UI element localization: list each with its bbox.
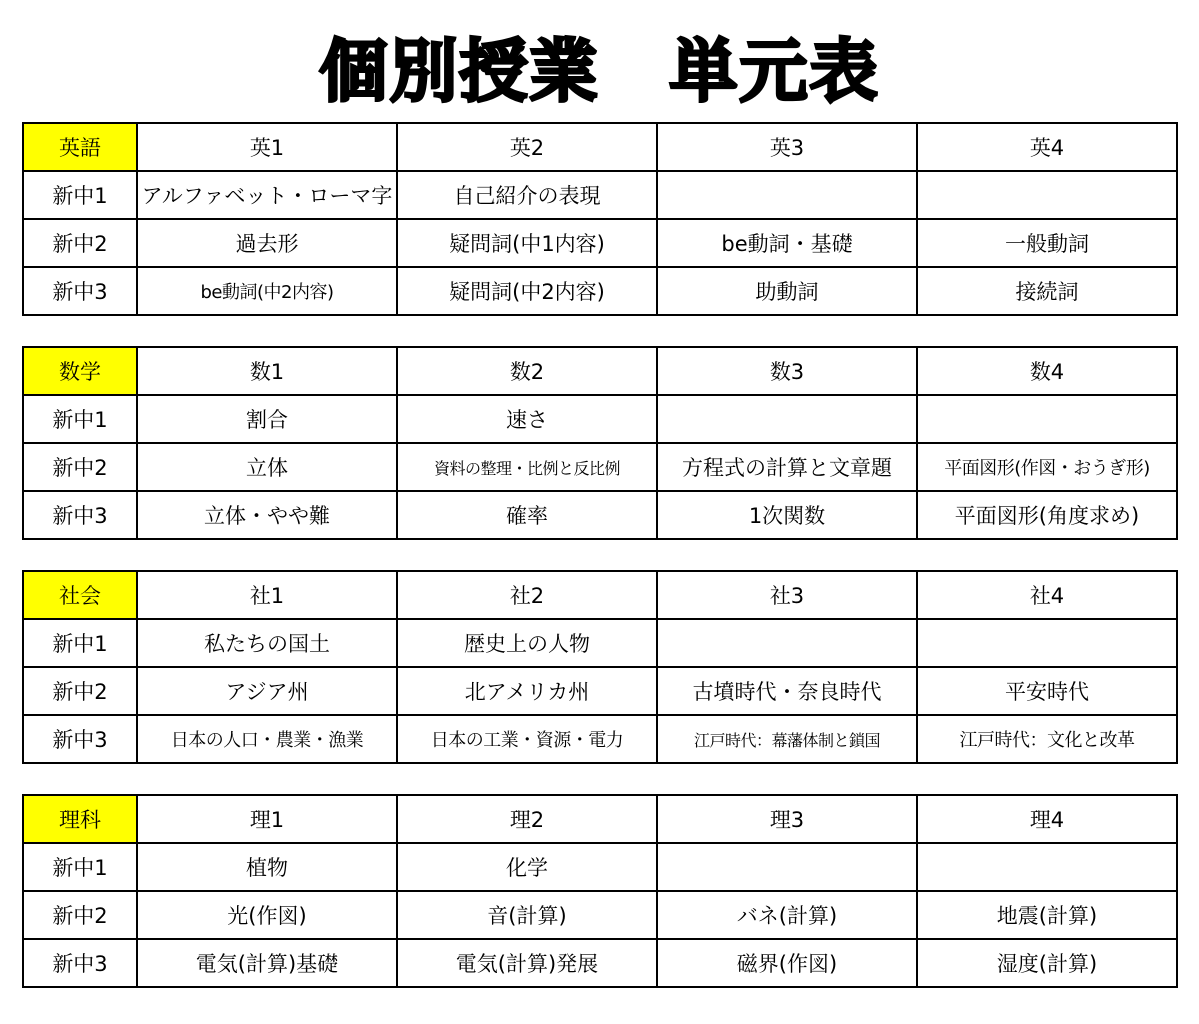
- unit-header: 理2: [397, 795, 657, 843]
- table-row: [23, 219, 1177, 267]
- grade-label: 新中3: [23, 939, 137, 987]
- unit-header: 数1: [137, 347, 397, 395]
- table-row: [23, 443, 1177, 491]
- grade-label: 新中1: [23, 171, 137, 219]
- unit-cell: アルファベット・ローマ字: [137, 171, 397, 219]
- table-row: [23, 891, 1177, 939]
- unit-header: 数2: [397, 347, 657, 395]
- unit-header: 社1: [137, 571, 397, 619]
- unit-cell: 歴史上の人物: [397, 619, 657, 667]
- table-row: [23, 395, 1177, 443]
- unit-header: 社4: [917, 571, 1177, 619]
- unit-cell: 疑問詞(中2内容): [397, 267, 657, 315]
- unit-cell: 電気(計算)発展: [397, 939, 657, 987]
- grade-label: 新中2: [23, 891, 137, 939]
- unit-cell: 確率: [397, 491, 657, 539]
- unit-header: 数4: [917, 347, 1177, 395]
- unit-cell: 割合: [137, 395, 397, 443]
- subject-label: 数学: [23, 347, 137, 395]
- unit-cell: 自己紹介の表現: [397, 171, 657, 219]
- unit-header: 英1: [137, 123, 397, 171]
- table-header-row: [23, 347, 1177, 395]
- page-title: 個別授業 単元表: [319, 33, 880, 112]
- table-row: [23, 843, 1177, 891]
- unit-cell: 助動詞: [657, 267, 917, 315]
- unit-cell: 平面図形(角度求め): [917, 491, 1177, 539]
- unit-table-social: [22, 570, 1178, 764]
- unit-table-science: [22, 794, 1178, 988]
- unit-cell: 古墳時代・奈良時代: [657, 667, 917, 715]
- unit-cell: 日本の工業・資源・電力: [397, 715, 657, 763]
- unit-cell: [917, 395, 1177, 443]
- unit-cell: 資料の整理・比例と反比例: [397, 443, 657, 491]
- table-row: [23, 667, 1177, 715]
- table-header-row: [23, 571, 1177, 619]
- table-header-row: [23, 795, 1177, 843]
- grade-label: 新中1: [23, 843, 137, 891]
- grade-label: 新中2: [23, 667, 137, 715]
- unit-cell: 過去形: [137, 219, 397, 267]
- unit-cell: 1次関数: [657, 491, 917, 539]
- unit-cell: be動詞・基礎: [657, 219, 917, 267]
- subject-label: 社会: [23, 571, 137, 619]
- unit-header: 数3: [657, 347, 917, 395]
- unit-cell: 湿度(計算): [917, 939, 1177, 987]
- unit-cell: バネ(計算): [657, 891, 917, 939]
- subject-label: 英語: [23, 123, 137, 171]
- unit-cell: 江戸時代：文化と改革: [917, 715, 1177, 763]
- unit-cell: 接続詞: [917, 267, 1177, 315]
- table-row: [23, 491, 1177, 539]
- unit-header: 英2: [397, 123, 657, 171]
- unit-cell: 地震(計算): [917, 891, 1177, 939]
- unit-cell: [657, 843, 917, 891]
- unit-cell: 電気(計算)基礎: [137, 939, 397, 987]
- unit-cell: [657, 171, 917, 219]
- unit-table-math: [22, 346, 1178, 540]
- grade-label: 新中3: [23, 491, 137, 539]
- unit-cell: [917, 171, 1177, 219]
- unit-cell: [657, 395, 917, 443]
- unit-cell: 平面図形(作図・おうぎ形): [917, 443, 1177, 491]
- table-row: [23, 171, 1177, 219]
- grade-label: 新中2: [23, 443, 137, 491]
- unit-cell: [917, 843, 1177, 891]
- unit-cell: 化学: [397, 843, 657, 891]
- unit-cell: 磁界(作図): [657, 939, 917, 987]
- unit-cell: be動詞(中2内容): [137, 267, 397, 315]
- table-row: [23, 715, 1177, 763]
- table-row: [23, 939, 1177, 987]
- unit-header: 理4: [917, 795, 1177, 843]
- unit-cell: [657, 619, 917, 667]
- grade-label: 新中1: [23, 395, 137, 443]
- unit-header: 英3: [657, 123, 917, 171]
- unit-header: 理3: [657, 795, 917, 843]
- grade-label: 新中1: [23, 619, 137, 667]
- unit-cell: 立体: [137, 443, 397, 491]
- unit-cell: 日本の人口・農業・漁業: [137, 715, 397, 763]
- grade-label: 新中3: [23, 267, 137, 315]
- unit-header: 理1: [137, 795, 397, 843]
- unit-cell: 植物: [137, 843, 397, 891]
- table-header-row: [23, 123, 1177, 171]
- unit-cell: 音(計算): [397, 891, 657, 939]
- unit-cell: 方程式の計算と文章題: [657, 443, 917, 491]
- unit-cell: 平安時代: [917, 667, 1177, 715]
- unit-cell: 疑問詞(中1内容): [397, 219, 657, 267]
- unit-cell: 一般動詞: [917, 219, 1177, 267]
- unit-cell: 北アメリカ州: [397, 667, 657, 715]
- unit-header: 社3: [657, 571, 917, 619]
- subject-label: 理科: [23, 795, 137, 843]
- unit-cell: 速さ: [397, 395, 657, 443]
- unit-header: 社2: [397, 571, 657, 619]
- unit-cell: アジア州: [137, 667, 397, 715]
- unit-cell: 江戸時代：幕藩体制と鎖国: [657, 715, 917, 763]
- unit-cell: 私たちの国土: [137, 619, 397, 667]
- unit-cell: 立体・やや難: [137, 491, 397, 539]
- unit-cell: [917, 619, 1177, 667]
- table-row: [23, 267, 1177, 315]
- unit-cell: 光(作図): [137, 891, 397, 939]
- unit-header: 英4: [917, 123, 1177, 171]
- grade-label: 新中2: [23, 219, 137, 267]
- table-row: [23, 619, 1177, 667]
- unit-table-english: [22, 122, 1178, 316]
- grade-label: 新中3: [23, 715, 137, 763]
